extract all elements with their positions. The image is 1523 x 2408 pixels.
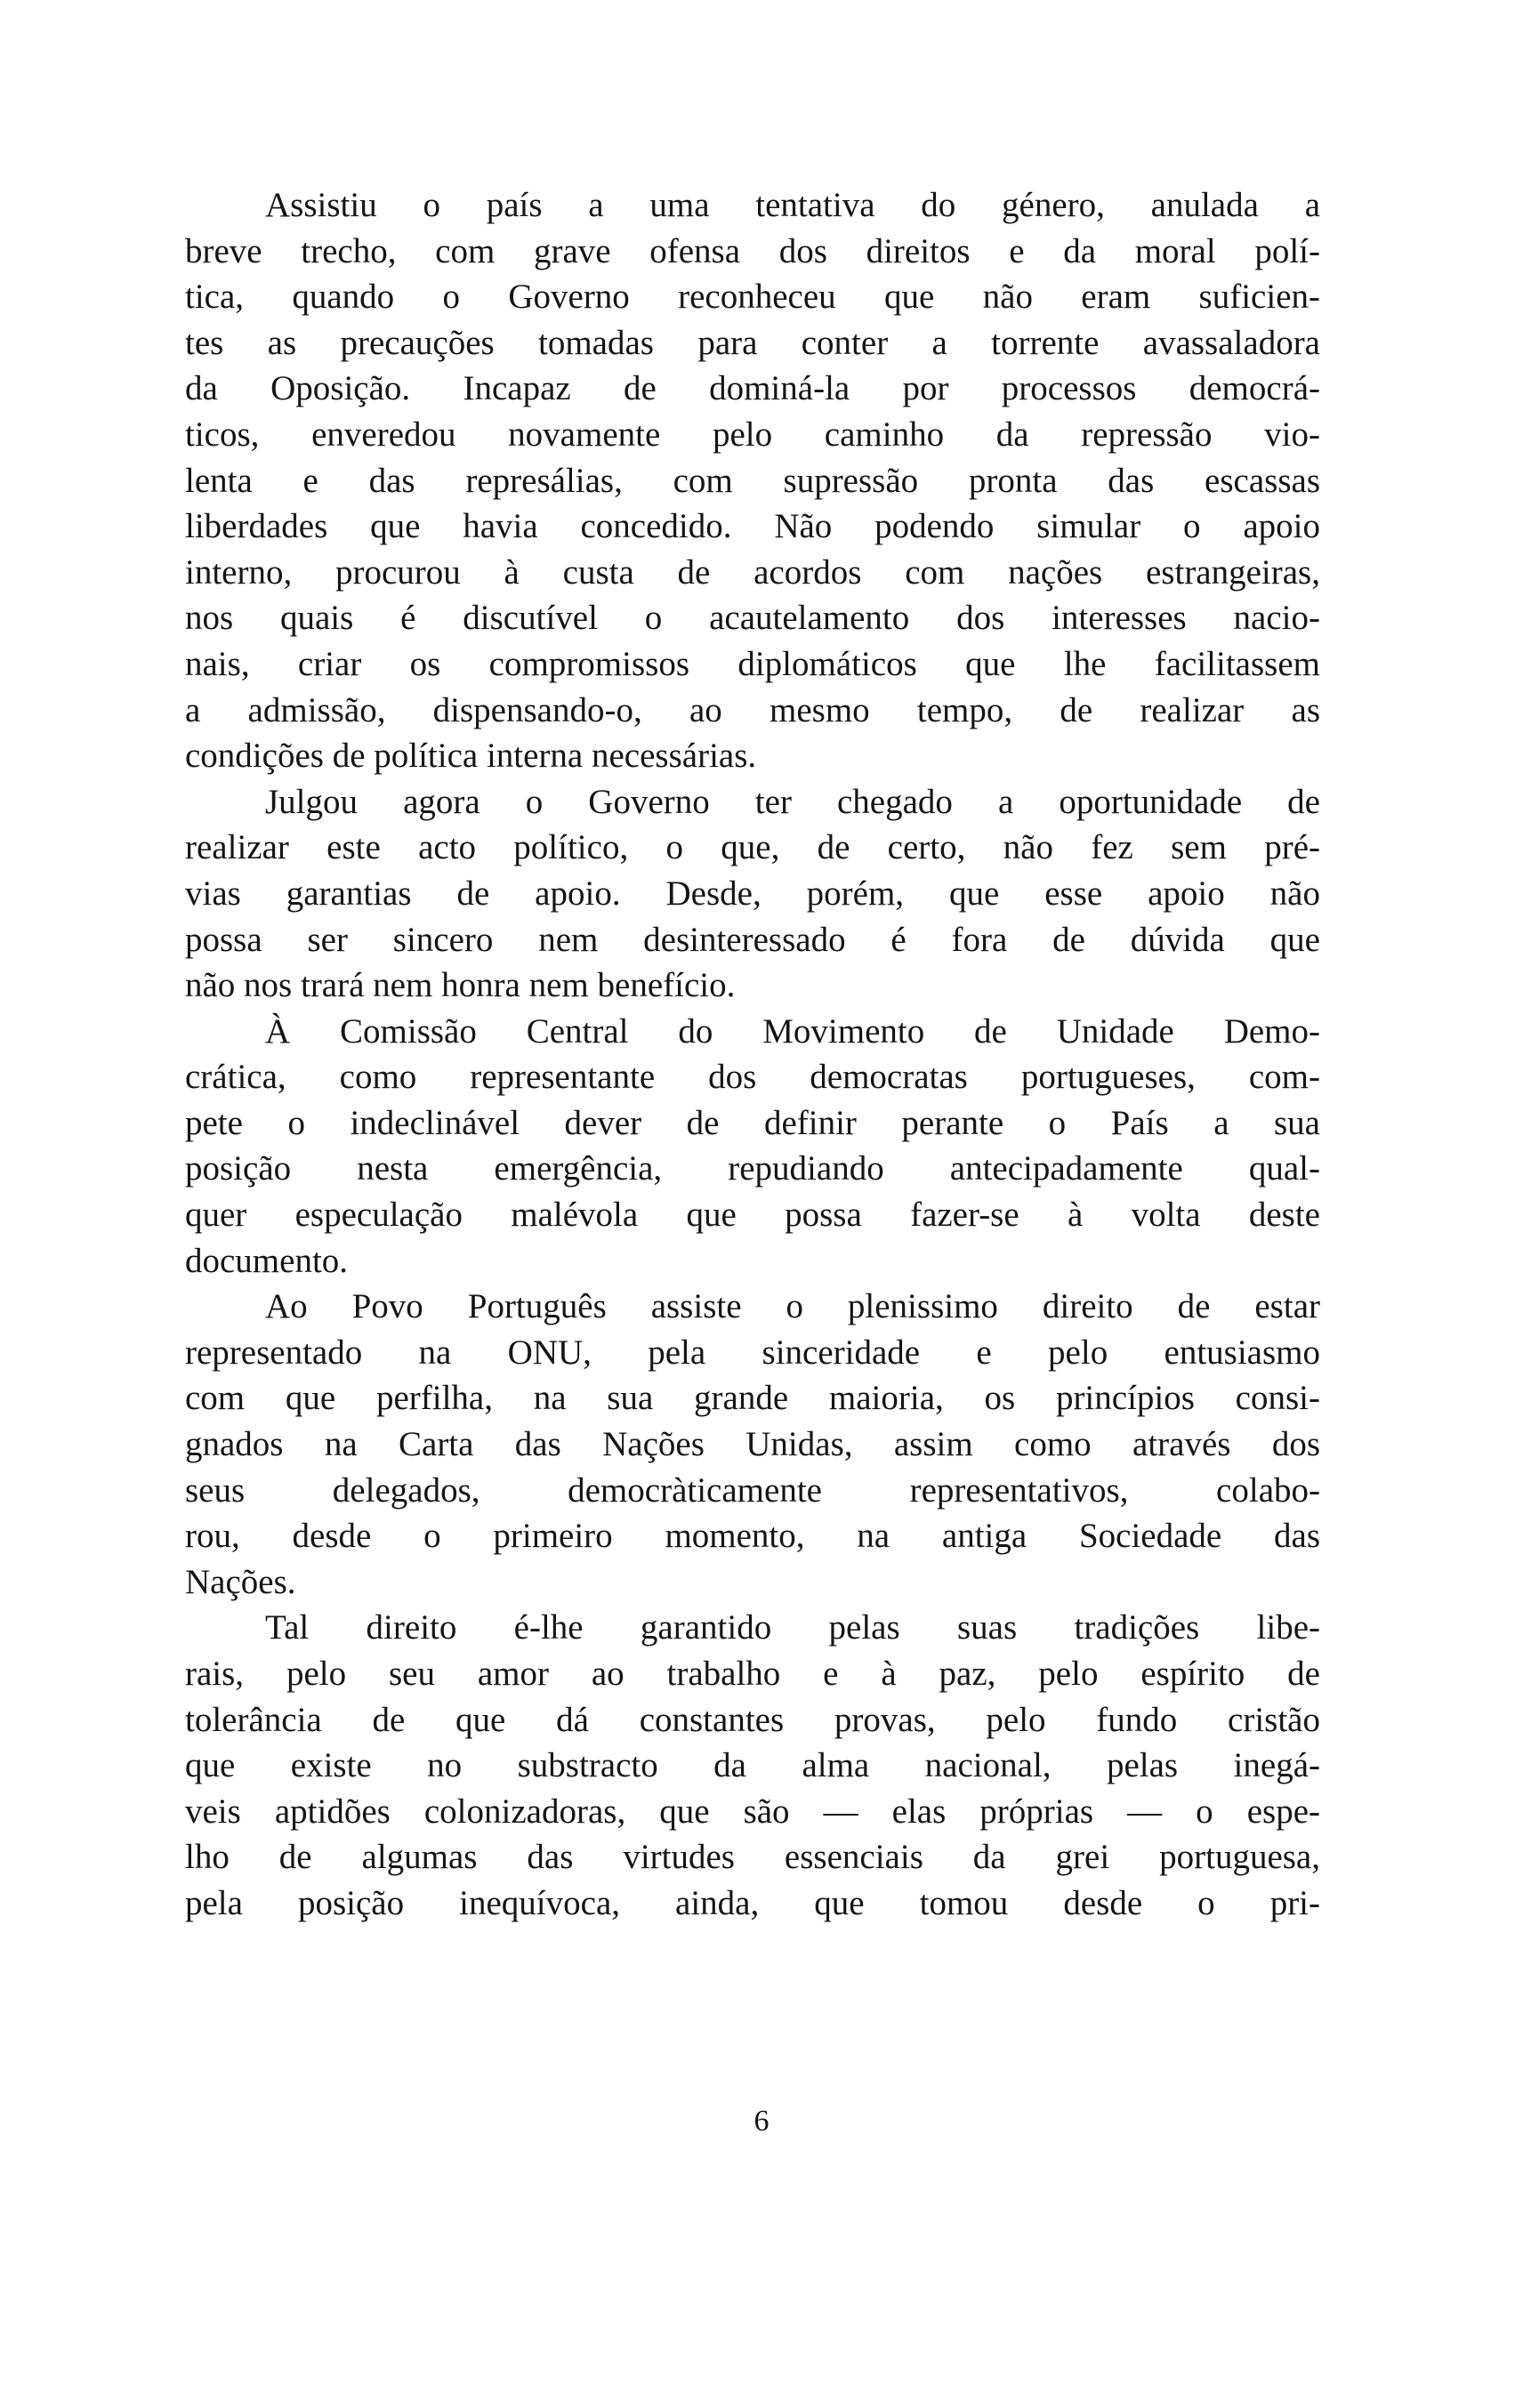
text-line: que existe no substracto da alma nacional, pelas inegá- [185, 1746, 1320, 1785]
text-line: possa ser sincero nem desinteressado é fora de dúvida que [185, 920, 1320, 959]
text-line: vias garantias de apoio. Desde, porém, que esse apoio não [185, 874, 1320, 913]
paragraph-2 [185, 779, 1320, 1009]
text-line: À Comissão Central do Movimento de Unidade Demo- [265, 1011, 1320, 1051]
text-line: tica, quando o Governo reconheceu que não eram suficien- [185, 278, 1320, 317]
text-line: Nações. [185, 1562, 296, 1601]
text-line: seus delegados, democràticamente representativos, colabo- [185, 1470, 1320, 1510]
text-line: Assistiu o país a uma tentativa do género, anulada a [265, 186, 1320, 224]
text-line: tolerância de que dá constantes provas, pelo fundo cristão [185, 1700, 1320, 1739]
text-line: pela posição inequívoca, ainda, que tomou desde o pri- [185, 1883, 1320, 1922]
body-text [185, 182, 1320, 1927]
text-line: da Oposição. Incapaz de dominá-la por processos democrá- [185, 369, 1320, 408]
text-line: veis aptidões colonizadoras, que são — elas próprias — o espe- [185, 1792, 1320, 1831]
text-line: tes as precauções tomadas para conter a torrente avassaladora [185, 323, 1320, 362]
text-line: nos quais é discutível o acautelamento dos interesses nacio- [185, 599, 1320, 638]
text-line: rais, pelo seu amor ao trabalho e à paz, pelo espírito de [185, 1655, 1320, 1693]
text-line: a admissão, dispensando-o, ao mesmo tempo, de realizar as [185, 690, 1320, 729]
text-line: condições de política interna necessárias. [185, 737, 757, 776]
text-line: gnados na Carta das Nações Unidas, assim como através dos [185, 1425, 1320, 1464]
text-line: Ao Povo Português assiste o plenissimo direito de estar [265, 1287, 1320, 1326]
text-line: Tal direito é-lhe garantido pelas suas tradições libe- [265, 1608, 1320, 1647]
text-line: com que perfilha, na sua grande maioria, os princípios consi- [185, 1379, 1320, 1418]
text-line: liberdades que havia concedido. Não podendo simular o apoio [185, 507, 1320, 546]
text-line: lho de algumas das virtudes essenciais da grei portuguesa, [185, 1838, 1320, 1877]
paragraph-3 [185, 1009, 1320, 1285]
text-line: nais, criar os compromissos diplomáticos que lhe facilitassem [185, 644, 1320, 683]
text-line: rou, desde o primeiro momento, na antiga Sociedade das [185, 1517, 1320, 1556]
text-line: breve trecho, com grave ofensa dos direitos e da moral polí- [185, 231, 1320, 270]
text-line: posição nesta emergência, repudiando antecipadamente qual- [185, 1149, 1320, 1188]
text-line: realizar este acto político, o que, de certo, não fez sem pré- [185, 828, 1320, 867]
page-number: 6 [753, 2105, 770, 2138]
paragraph-4 [185, 1284, 1320, 1605]
text-line: pete o indeclinável dever de definir perante o País a sua [185, 1103, 1320, 1142]
text-line: não nos trará nem honra nem benefício. [185, 966, 736, 1005]
text-line: interno, procurou à custa de acordos com nações estrangeiras, [185, 552, 1320, 592]
paragraph-5 [185, 1605, 1320, 1926]
text-line: Julgou agora o Governo ter chegado a oportunidade de [265, 782, 1320, 821]
text-line: crática, como representante dos democratas portugueses, com- [185, 1058, 1320, 1097]
paragraph-1 [185, 182, 1320, 779]
text-line: lenta e das represálias, com supressão pronta das escassas [185, 461, 1320, 500]
text-line: documento. [185, 1241, 349, 1280]
text-line: representado na ONU, pela sinceridade e pelo entusiasmo [185, 1333, 1320, 1372]
text-line: quer especulação malévola que possa fazer-se à volta deste [185, 1196, 1320, 1235]
text-line: ticos, enveredou novamente pelo caminho da repressão vio- [185, 415, 1320, 454]
